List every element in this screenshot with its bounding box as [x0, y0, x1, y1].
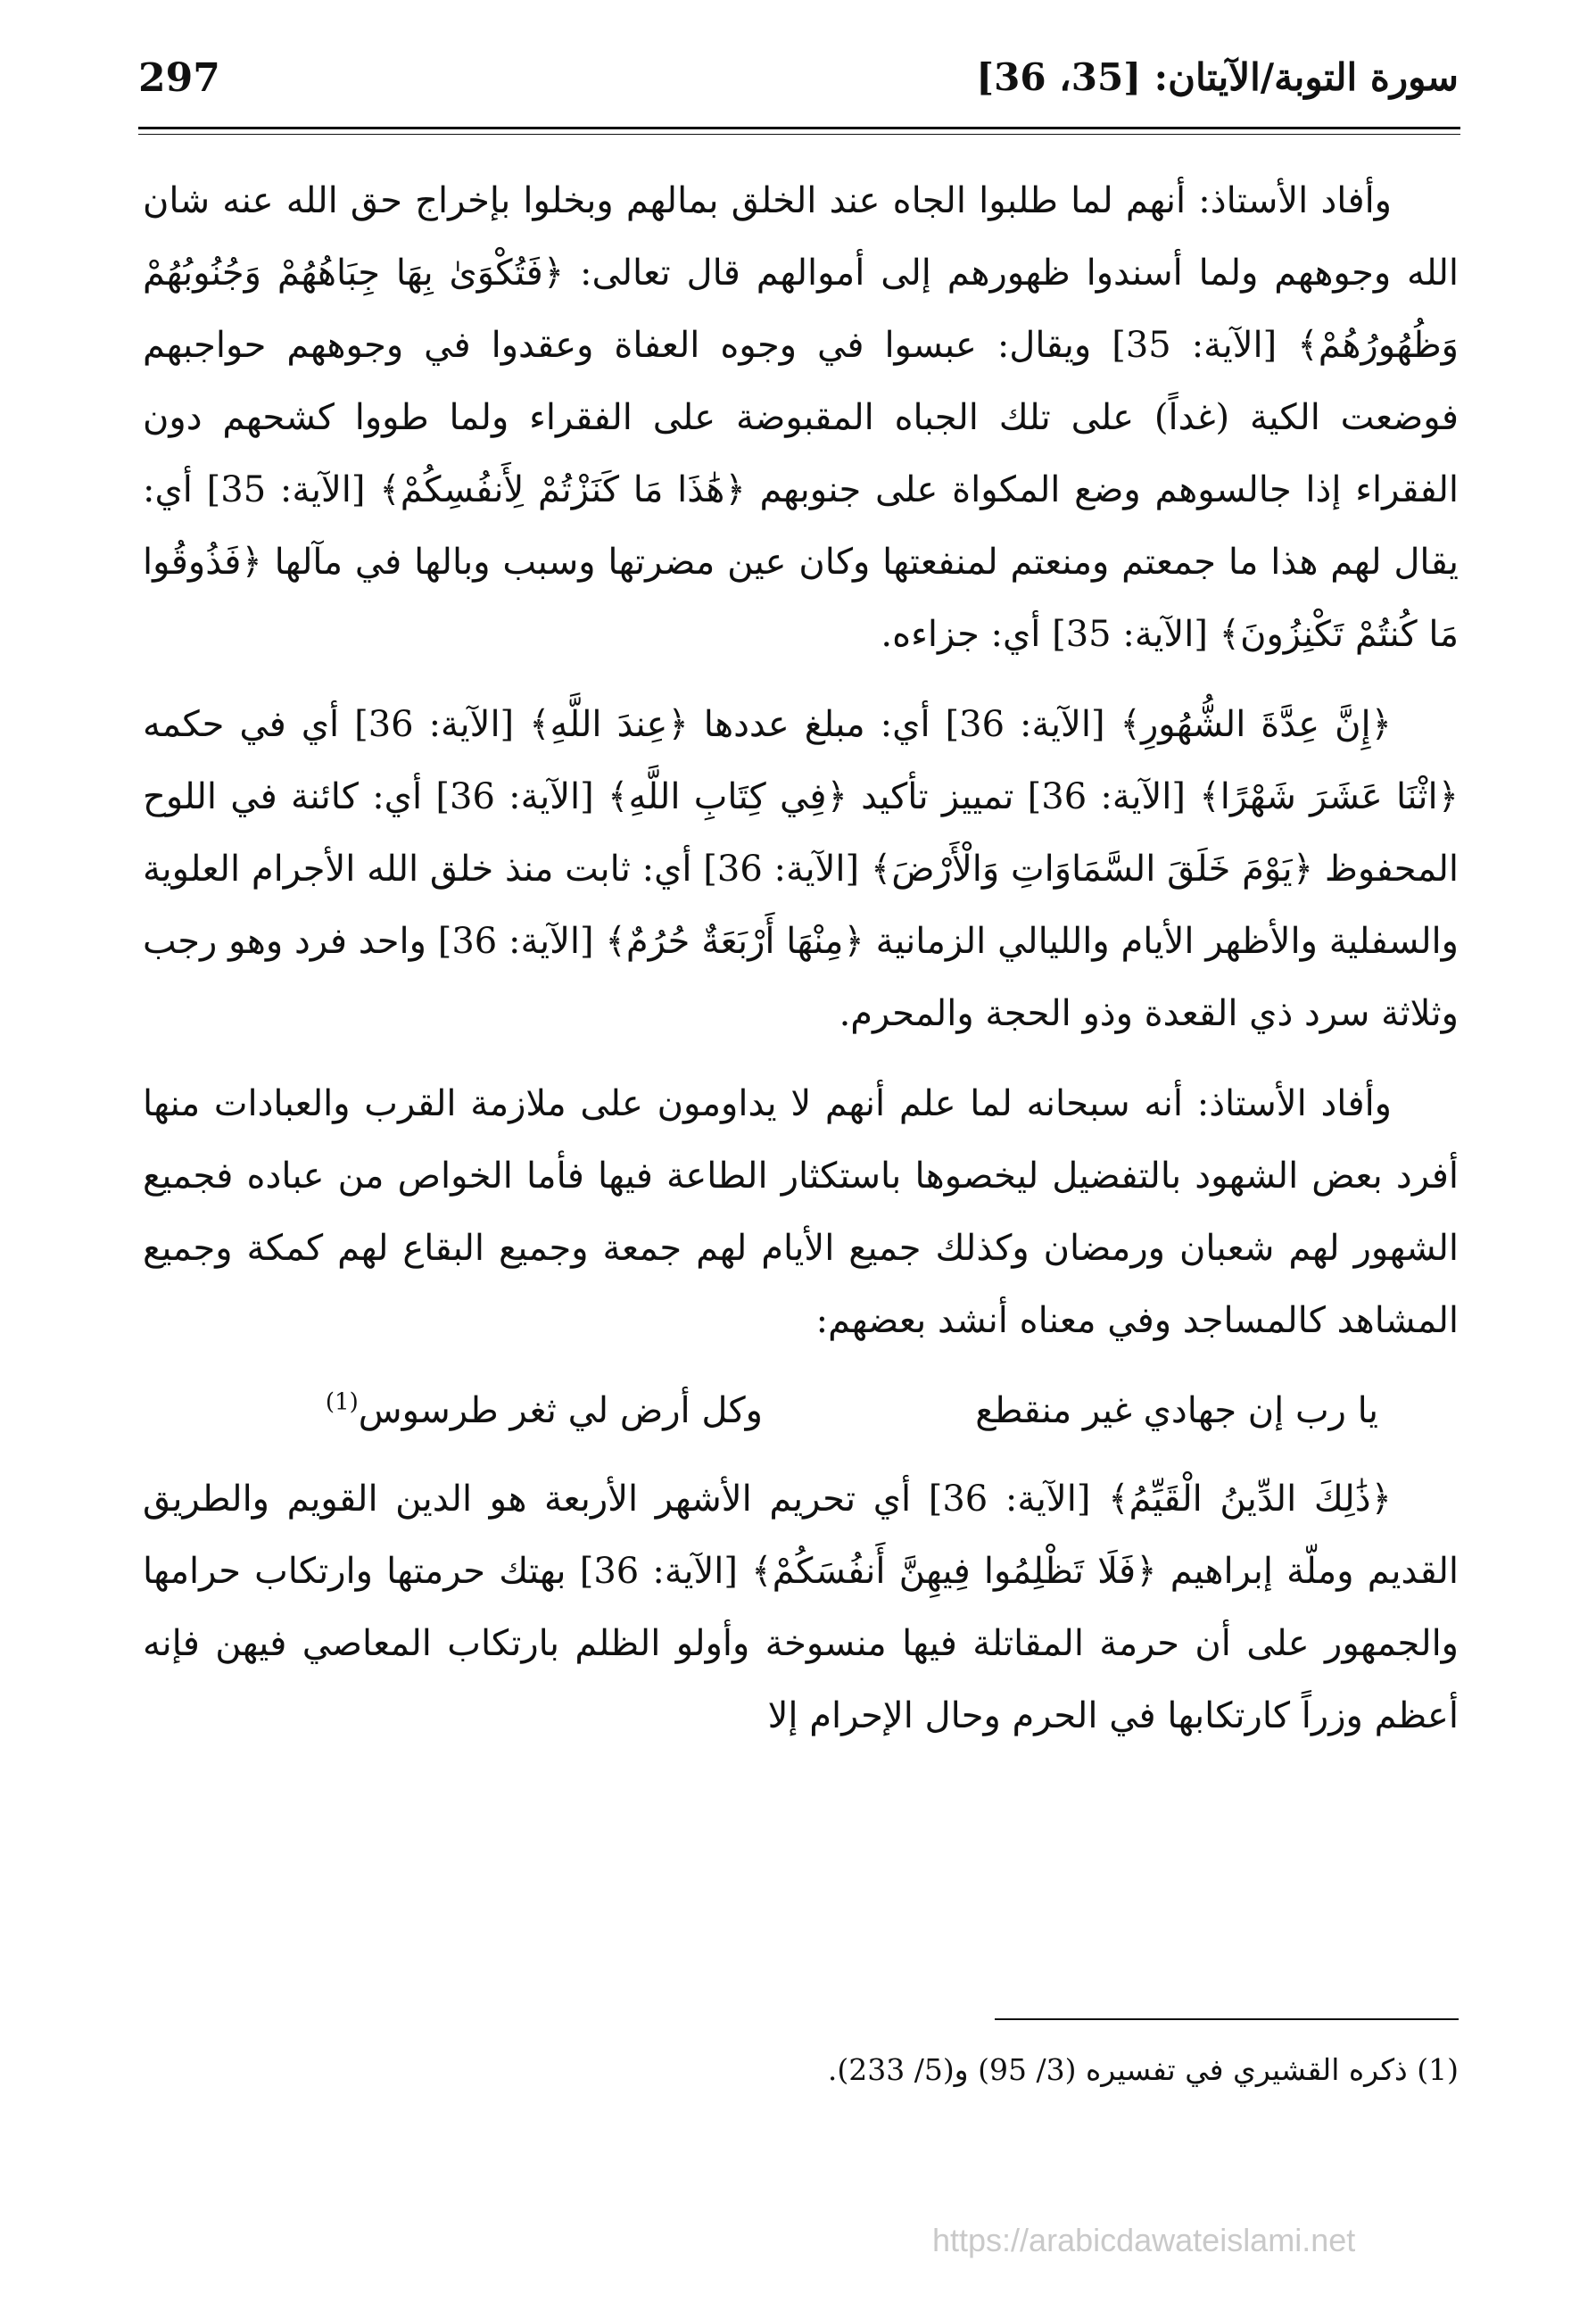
surah-title: سورة التوبة/الآيتان: [35، 36]: [976, 55, 1459, 99]
footnote-divider: [995, 2018, 1459, 2020]
paragraph-2: ﴿إِنَّ عِدَّةَ الشُّهُورِ﴾ [الآية: 36] أي: مبلغ عددها ﴿عِندَ اللَّهِ﴾ [الآية: 36] أي في حكمه ﴿اثْنَا عَشَرَ شَهْرًا﴾ [الآية: 36] تمييز تأكيد ﴿فِي كِتَابِ اللَّهِ﴾ [الآية: 36] أي: كائنة في اللوح المحفوظ ﴿يَوْمَ خَلَقَ السَّمَاوَاتِ وَالْأَرْضَ﴾ [الآية: 36] أي: ثابت منذ خلق الله الأجرام العلوية والسفلية والأظهر الأيام والليالي الزمانية ﴿مِنْهَا أَرْبَعَةٌ حُرُمٌ﴾ [الآية: 36] واحد فرد وهو رجب وثلاثة سرد ذي القعدة وذو الحجة والمحرم.: [143, 704, 1460, 1034]
footnote: (1) ذكره القشيري في تفسيره (3/ 95) و(5/ 233).: [827, 2052, 1459, 2087]
running-header: [138, 55, 1459, 109]
verse-second-hemistich: [326, 1375, 763, 1447]
header-divider: [138, 127, 1460, 135]
footnote-reference[interactable]: (1): [325, 1388, 359, 1416]
page-number: 297: [138, 55, 220, 101]
main-text: [143, 165, 1459, 1770]
verse-second-hemistich-text: وكل أرض لي ثغر طرسوس: [358, 1390, 763, 1431]
paragraph-3: وأفاد الأستاذ: أنه سبحانه لما علم أنهم لا يداومون على ملازمة القرب والعبادات منها أفرد بعض الشهود بالتفضيل ليخصوها باستكثار الطاعة فيها فأما الخواص من عباده فجميع الشهور لهم شعبان ورمضان وكذلك جميع الأيام لهم جمعة وجميع البقاع لهم كمكة وجميع المشاهد كالمساجد وفي معناه أنشد بعضهم:: [143, 1083, 1459, 1341]
paragraph-1: وأفاد الأستاذ: أنهم لما طلبوا الجاه عند الخلق بمالهم وبخلوا بإخراج حق الله عنه شان الله وجوههم ولما أسندوا ظهورهم إلى أموالهم قال تعالى: ﴿فَتُكْوَىٰ بِهَا جِبَاهُهُمْ وَجُنُوبُهُمْ وَظُهُورُهُمْ﴾ [الآية: 35] ويقال: عبسوا في وجوه العفاة وعقدوا في وجوههم حواجبهم فوضعت الكية (غداً) على تلك الجباه المقبوضة على الفقراء ولما طووا كشحهم دون الفقراء إذا جالسوهم وضع المكواة على جنوبهم ﴿هَٰذَا مَا كَنَزْتُمْ لِأَنفُسِكُمْ﴾ [الآية: 35] أي: يقال لهم هذا ما جمعتم ومنعتم لمنفعتها وكان عين مضرتها وسبب وبالها في مآلها ﴿فَذُوقُوا مَا كُنتُمْ تَكْنِزُونَ﴾ [الآية: 35] أي: جزاءه.: [143, 180, 1459, 655]
paragraph-4: ﴿ذَٰلِكَ الدِّينُ الْقَيِّمُ﴾ [الآية: 36] أي تحريم الأشهر الأربعة هو الدين القويم والطريق القديم وملّة إبراهيم ﴿فَلَا تَظْلِمُوا فِيهِنَّ أَنفُسَكُمْ﴾ [الآية: 36] بهتك حرمتها وارتكاب حرامها والجمهور على أن حرمة المقاتلة فيها منسوخة وأولو الظلم بارتكاب المعاصي فيهن فإنه أعظم وزراً كارتكابها في الحرم وحال الإحرام إلا: [143, 1479, 1459, 1736]
watermark-url: https://arabicdawateislami.net: [932, 2222, 1356, 2258]
poetry-verse: [143, 1375, 1459, 1447]
verse-first-hemistich: يا رب إن جهادي غير منقطع: [975, 1390, 1378, 1431]
